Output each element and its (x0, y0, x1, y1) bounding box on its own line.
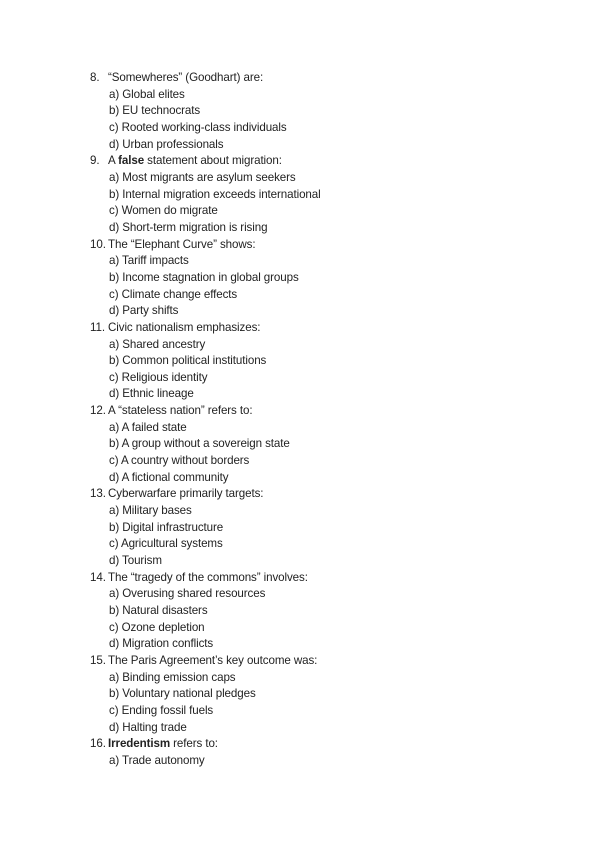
question-prefix: A (108, 154, 119, 168)
question-number: 13. (90, 487, 106, 501)
answer-option: a) Most migrants are asylum seekers (109, 170, 296, 184)
question-prefix: The “Elephant Curve” shows: (108, 237, 256, 251)
question-number: 16. (90, 737, 106, 751)
question-number: 9. (90, 154, 100, 168)
question-emphasis: Irredentism (108, 737, 171, 751)
answer-option: a) Military bases (109, 504, 192, 518)
question-number: 14. (90, 570, 106, 584)
question-number: 8. (90, 71, 100, 84)
question-prefix: Cyberwarfare primarily targets: (108, 487, 264, 501)
answer-option: a) Global elites (109, 87, 185, 101)
question-text (90, 70, 560, 87)
answer-option: a) Shared ancestry (109, 337, 206, 351)
answer-option: a) Binding emission caps (109, 670, 236, 684)
answer-option: c) Religious identity (109, 370, 208, 384)
question-number: 12. (90, 404, 106, 418)
question-number: 10. (90, 237, 106, 251)
answer-option: b) Internal migration exceeds international (109, 187, 321, 201)
answer-option: d) Tourism (109, 554, 162, 568)
question-text (90, 237, 560, 254)
answer-option: d) Urban professionals (109, 137, 224, 151)
question-suffix: refers to: (170, 737, 218, 751)
question-item (90, 320, 560, 403)
question-item (90, 70, 560, 153)
question-prefix: The Paris Agreement’s key outcome was: (108, 653, 318, 667)
question-text (90, 736, 560, 753)
answer-option: d) Migration conflicts (109, 637, 214, 651)
answer-option: c) Women do migrate (109, 204, 218, 218)
answer-option: c) Rooted working-class individuals (109, 120, 287, 134)
answer-option: a) Trade autonomy (109, 753, 205, 767)
question-item (90, 237, 560, 320)
question-text (90, 570, 560, 587)
answer-option: d) Short-term migration is rising (109, 220, 268, 234)
answer-option: a) A failed state (109, 420, 187, 434)
answer-option: b) Income stagnation in global groups (109, 270, 299, 284)
question-item (90, 486, 560, 569)
answer-option: b) Common political institutions (109, 354, 267, 368)
question-item (90, 570, 560, 653)
answer-option: c) Ozone depletion (109, 620, 205, 634)
answer-option: d) A fictional community (109, 470, 229, 484)
question-number: 11. (90, 320, 105, 334)
answer-option: a) Overusing shared resources (109, 587, 266, 601)
quiz-question-list (90, 70, 560, 770)
question-prefix: “Somewheres” (Goodhart) are: (108, 71, 264, 84)
answer-option: c) Climate change effects (109, 287, 238, 301)
question-emphasis: false (118, 154, 145, 168)
question-prefix: A “stateless nation” refers to: (108, 404, 253, 418)
question-item (90, 153, 560, 236)
question-number: 15. (90, 653, 106, 667)
answer-option: d) Party shifts (109, 304, 179, 318)
question-prefix: Civic nationalism emphasizes: (108, 320, 261, 334)
question-text (90, 403, 560, 420)
question-item (90, 653, 560, 736)
answer-option: d) Halting trade (109, 720, 187, 734)
answer-option: c) Agricultural systems (109, 537, 223, 551)
question-item (90, 736, 560, 769)
answer-option: b) Voluntary national pledges (109, 687, 256, 701)
answer-option: c) Ending fossil fuels (109, 703, 214, 717)
question-prefix: The “tragedy of the commons” involves: (108, 570, 308, 584)
answer-option: a) Tariff impacts (109, 254, 189, 268)
answer-option: d) Ethnic lineage (109, 387, 194, 401)
question-text (90, 153, 560, 170)
question-item (90, 403, 560, 486)
question-suffix: statement about migration: (144, 154, 282, 168)
question-text (90, 653, 560, 670)
question-text (90, 320, 560, 337)
answer-option: b) A group without a sovereign state (109, 437, 290, 451)
answer-option: b) Natural disasters (109, 604, 208, 617)
question-text (90, 486, 560, 503)
answer-option: b) Digital infrastructure (109, 520, 224, 534)
answer-option: c) A country without borders (109, 454, 250, 468)
answer-option: b) EU technocrats (109, 104, 201, 118)
